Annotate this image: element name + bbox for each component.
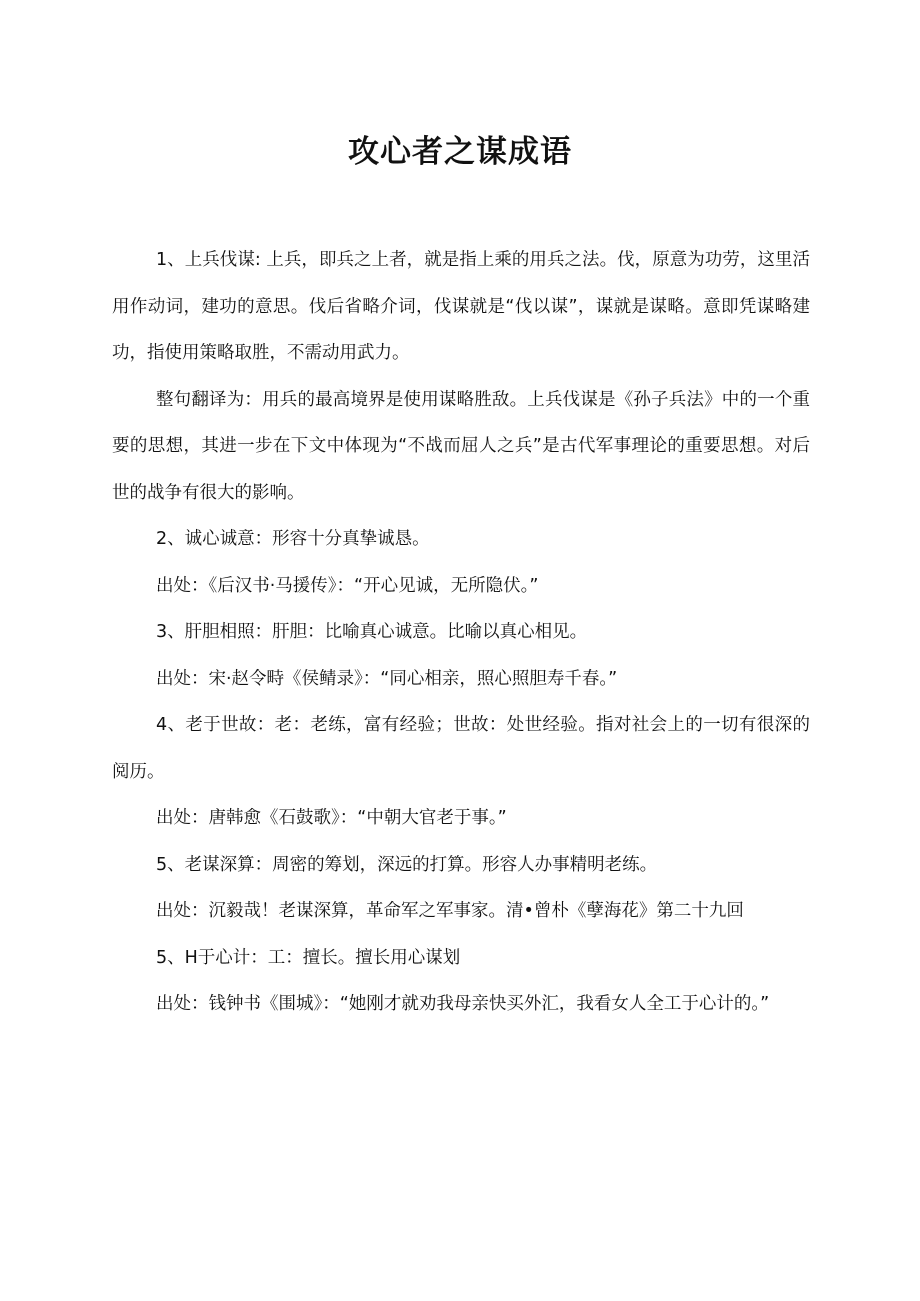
paragraph-item-4-definition: 4、老于世故：老：老练，富有经验；世故：处世经验。指对社会上的一切有很深的阅历。 [112, 715, 810, 782]
paragraph-item-1-definition: 1、上兵伐谋: 上兵，即兵之上者，就是指上乘的用兵之法。伐，原意为功劳，这里活用作动词，建功的意思。伐后省略介词，伐谋就是“伐以谋”，谋就是谋略。意即凭谋略建功，指使用策略取胜，不需动用武力。 [112, 250, 810, 363]
paragraph-item-5-definition: 5、老谋深算：周密的筹划，深远的打算。形容人办事精明老练。 [156, 854, 658, 875]
paragraph-item-1-translation: 整句翻译为：用兵的最高境界是使用谋略胜敌。上兵伐谋是《孙子兵法》中的一个重要的思想，其进一步在下文中体现为“不战而屈人之兵”是古代军事理论的重要思想。对后世的战争有很大的影响。 [112, 389, 810, 503]
paragraph-item-6-definition: 5、H于心计：工：擅长。擅长用心谋划 [156, 947, 461, 968]
document-title: 攻心者之谋成语 [348, 134, 572, 170]
document-body [112, 237, 810, 1028]
paragraph-item-3-definition: 3、肝胆相照：肝胆：比喻真心诚意。比喻以真心相见。 [156, 622, 588, 642]
paragraph-item-5-source: 出处：沉毅哉！老谋深算，革命军之军事家。清•曾朴《孽海花》第二十九回 [156, 901, 744, 921]
paragraph-item-3-source: 出处：宋·赵令畤《侯鲭录》：“同心相亲，照心照胆寿千春。” [156, 668, 618, 689]
paragraph-item-4-source: 出处：唐韩愈《石鼓歌》：“中朝大官老于事。” [156, 808, 507, 828]
paragraph-item-2-definition: 2、诚心诚意：形容十分真挚诚恳。 [156, 529, 430, 549]
paragraph-item-2-source: 出处：《后汉书·马援传》：“开心见诚，无所隐伏。” [156, 575, 539, 596]
paragraph-item-6-source: 出处：钱钟书《围城》：“她刚才就劝我母亲快买外汇，我看女人全工于心计的。” [156, 994, 770, 1014]
